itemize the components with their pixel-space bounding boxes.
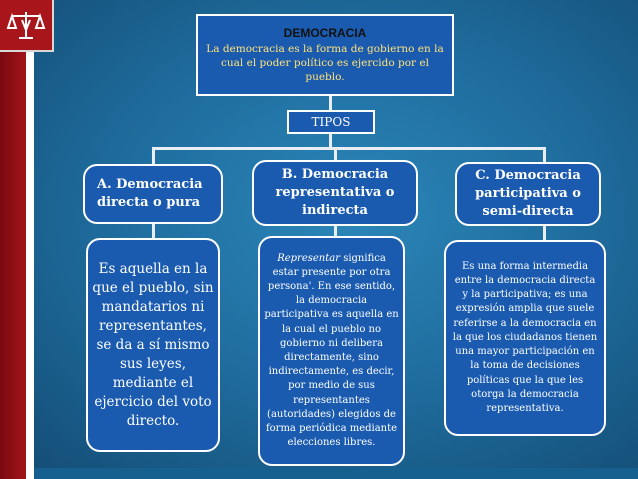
connector-to-c [543,147,546,162]
type-node-b [252,160,418,226]
bottom-band [34,468,638,479]
connector-tipos-bar [329,134,332,148]
description-b-emphasis: Representar [277,252,341,264]
description-b-text [264,252,399,451]
type-heading-b: B. Democracia representativa o indirecta [275,167,395,218]
divider-strip [26,52,34,479]
connector-b-desc [334,226,337,236]
root-title: DEMOCRACIA [283,26,367,40]
root-definition: La democracia es la forma de gobierno en la cual el poder político es ejercido por el pueblo. [206,43,444,83]
description-a: Es aquella en la que el pueblo, sin mandatarios ni representantes, se da a sí mismo sus leyes, mediante el ejercicio del voto directo. [92,260,214,429]
connector-root-tipos [329,96,332,110]
type-heading-c: C. Democracia participativa o semi-directa [475,168,581,219]
connector-horizontal [152,147,546,150]
connector-a-desc [152,224,155,238]
type-node-c [455,162,601,226]
tipos-node [287,110,375,134]
type-node-a [83,164,223,224]
connector-c-desc [543,226,546,240]
description-node-a [86,238,220,452]
tipos-label: TIPOS [311,115,351,129]
logo [0,0,54,52]
root-node [196,14,454,96]
scales-of-justice-icon [6,8,46,42]
description-node-b [258,236,405,466]
description-b: significa estar presente por otra persona'. En ese sentido, la democracia participativa es aquella en la cual el pueblo no gobierno ni delibera directamente, sino indirectamente, es decir, por medio de sus representantes (autoridades) elegidos de forma periódica mediante elecciones libres. [264,252,399,449]
connector-to-b [334,147,337,160]
description-c: Es una forma intermedia entre la democracia directa y la participativa; es una expresión amplia que suele referirse a la democracia en la que los ciudadanos tienen una mayor participación en la toma de decisiones políticas que la que les otorga la democracia representativa. [452,260,598,414]
left-decorative-bar [0,0,26,479]
description-node-c [444,240,606,436]
type-heading-a: A. Democracia directa o pura [97,177,203,210]
connector-to-a [152,147,155,164]
